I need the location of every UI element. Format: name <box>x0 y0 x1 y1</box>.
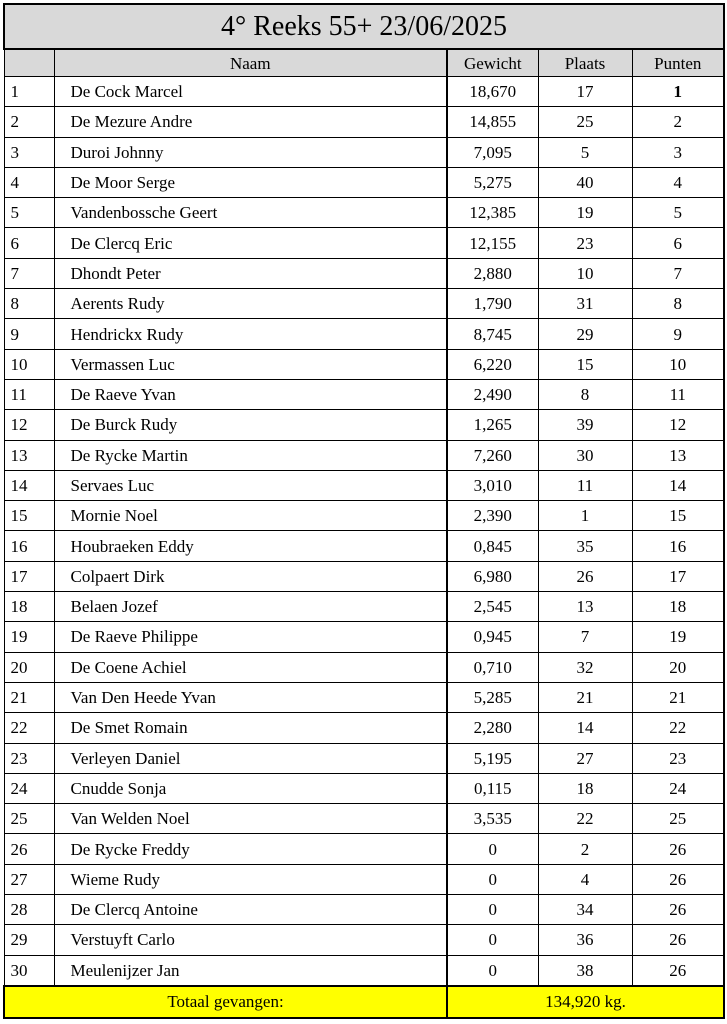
row-punten: 4 <box>632 167 724 197</box>
row-plaats: 10 <box>538 258 632 288</box>
table-row <box>4 258 724 288</box>
row-name: Colpaert Dirk <box>54 561 447 591</box>
row-gewicht: 2,280 <box>447 713 538 743</box>
row-number: 3 <box>4 137 54 167</box>
row-number: 27 <box>4 864 54 894</box>
table-row <box>4 77 724 107</box>
row-number: 26 <box>4 834 54 864</box>
row-gewicht: 2,390 <box>447 501 538 531</box>
row-plaats: 30 <box>538 440 632 470</box>
header-nr <box>4 49 54 77</box>
total-label: Totaal gevangen: <box>4 986 447 1018</box>
table-row <box>4 864 724 894</box>
row-name: Van Welden Noel <box>54 804 447 834</box>
row-number: 17 <box>4 561 54 591</box>
table-row <box>4 198 724 228</box>
row-number: 22 <box>4 713 54 743</box>
row-punten: 26 <box>632 864 724 894</box>
table-row <box>4 319 724 349</box>
row-punten: 17 <box>632 561 724 591</box>
row-name: De Smet Romain <box>54 713 447 743</box>
row-number: 25 <box>4 804 54 834</box>
table-row <box>4 652 724 682</box>
row-punten: 19 <box>632 622 724 652</box>
row-gewicht: 5,275 <box>447 167 538 197</box>
row-plaats: 22 <box>538 804 632 834</box>
row-name: De Clercq Eric <box>54 228 447 258</box>
row-punten: 6 <box>632 228 724 258</box>
row-gewicht: 0,710 <box>447 652 538 682</box>
table-row <box>4 501 724 531</box>
table-row <box>4 107 724 137</box>
row-plaats: 35 <box>538 531 632 561</box>
row-name: Duroi Johnny <box>54 137 447 167</box>
row-gewicht: 12,155 <box>447 228 538 258</box>
row-name: Vandenbossche Geert <box>54 198 447 228</box>
table-row <box>4 682 724 712</box>
row-name: De Moor Serge <box>54 167 447 197</box>
row-gewicht: 3,535 <box>447 804 538 834</box>
row-gewicht: 6,220 <box>447 349 538 379</box>
row-number: 18 <box>4 592 54 622</box>
row-punten: 21 <box>632 682 724 712</box>
row-gewicht: 5,285 <box>447 682 538 712</box>
row-number: 7 <box>4 258 54 288</box>
row-number: 12 <box>4 410 54 440</box>
row-number: 8 <box>4 289 54 319</box>
row-plaats: 26 <box>538 561 632 591</box>
table-row <box>4 895 724 925</box>
row-number: 30 <box>4 955 54 986</box>
row-gewicht: 0 <box>447 864 538 894</box>
row-name: De Clercq Antoine <box>54 895 447 925</box>
table-row <box>4 622 724 652</box>
row-plaats: 8 <box>538 379 632 409</box>
row-punten: 13 <box>632 440 724 470</box>
table-row <box>4 561 724 591</box>
row-number: 24 <box>4 773 54 803</box>
row-punten: 24 <box>632 773 724 803</box>
row-punten: 15 <box>632 501 724 531</box>
row-gewicht: 7,260 <box>447 440 538 470</box>
row-punten: 25 <box>632 804 724 834</box>
row-name: Mornie Noel <box>54 501 447 531</box>
row-plaats: 19 <box>538 198 632 228</box>
row-gewicht: 0 <box>447 955 538 986</box>
row-plaats: 32 <box>538 652 632 682</box>
row-gewicht: 2,490 <box>447 379 538 409</box>
row-name: De Rycke Freddy <box>54 834 447 864</box>
header-punten: Punten <box>632 49 724 77</box>
row-number: 20 <box>4 652 54 682</box>
row-gewicht: 14,855 <box>447 107 538 137</box>
header-row <box>4 49 724 77</box>
row-number: 13 <box>4 440 54 470</box>
row-gewicht: 6,980 <box>447 561 538 591</box>
row-punten: 18 <box>632 592 724 622</box>
total-row <box>4 986 724 1018</box>
row-name: Meulenijzer Jan <box>54 955 447 986</box>
row-name: Houbraeken Eddy <box>54 531 447 561</box>
row-punten: 22 <box>632 713 724 743</box>
table-row <box>4 531 724 561</box>
row-gewicht: 3,010 <box>447 470 538 500</box>
row-plaats: 31 <box>538 289 632 319</box>
row-name: Cnudde Sonja <box>54 773 447 803</box>
row-number: 19 <box>4 622 54 652</box>
table-row <box>4 349 724 379</box>
row-name: De Raeve Philippe <box>54 622 447 652</box>
row-name: Servaes Luc <box>54 470 447 500</box>
table-row <box>4 592 724 622</box>
row-number: 29 <box>4 925 54 955</box>
table-row <box>4 137 724 167</box>
row-gewicht: 0,115 <box>447 773 538 803</box>
row-plaats: 4 <box>538 864 632 894</box>
row-punten: 16 <box>632 531 724 561</box>
row-number: 23 <box>4 743 54 773</box>
header-naam: Naam <box>54 49 447 77</box>
row-plaats: 38 <box>538 955 632 986</box>
row-punten: 20 <box>632 652 724 682</box>
table-row <box>4 379 724 409</box>
row-gewicht: 8,745 <box>447 319 538 349</box>
row-gewicht: 1,265 <box>447 410 538 440</box>
table-row <box>4 410 724 440</box>
row-gewicht: 0 <box>447 925 538 955</box>
table-row <box>4 713 724 743</box>
row-gewicht: 0 <box>447 834 538 864</box>
row-gewicht: 0,845 <box>447 531 538 561</box>
table-row <box>4 773 724 803</box>
row-plaats: 23 <box>538 228 632 258</box>
row-plaats: 21 <box>538 682 632 712</box>
header-plaats: Plaats <box>538 49 632 77</box>
row-name: Verstuyft Carlo <box>54 925 447 955</box>
table-row <box>4 743 724 773</box>
row-plaats: 15 <box>538 349 632 379</box>
row-name: Verleyen Daniel <box>54 743 447 773</box>
header-gewicht: Gewicht <box>447 49 538 77</box>
total-value: 134,920 kg. <box>447 986 724 1018</box>
row-punten: 9 <box>632 319 724 349</box>
page-title: 4° Reeks 55+ 23/06/2025 <box>4 4 724 49</box>
row-plaats: 29 <box>538 319 632 349</box>
table-row <box>4 289 724 319</box>
row-number: 9 <box>4 319 54 349</box>
row-plaats: 17 <box>538 77 632 107</box>
row-plaats: 39 <box>538 410 632 440</box>
table-row <box>4 167 724 197</box>
row-plaats: 11 <box>538 470 632 500</box>
row-name: Hendrickx Rudy <box>54 319 447 349</box>
row-gewicht: 0 <box>447 895 538 925</box>
row-plaats: 14 <box>538 713 632 743</box>
row-number: 4 <box>4 167 54 197</box>
row-plaats: 13 <box>538 592 632 622</box>
row-plaats: 7 <box>538 622 632 652</box>
results-table <box>3 3 725 1019</box>
row-name: De Coene Achiel <box>54 652 447 682</box>
row-gewicht: 12,385 <box>447 198 538 228</box>
row-plaats: 27 <box>538 743 632 773</box>
row-number: 1 <box>4 77 54 107</box>
row-name: Wieme Rudy <box>54 864 447 894</box>
row-punten: 14 <box>632 470 724 500</box>
row-punten: 26 <box>632 925 724 955</box>
row-gewicht: 0,945 <box>447 622 538 652</box>
row-number: 6 <box>4 228 54 258</box>
table-row <box>4 470 724 500</box>
row-name: De Mezure Andre <box>54 107 447 137</box>
row-number: 10 <box>4 349 54 379</box>
row-punten: 5 <box>632 198 724 228</box>
row-gewicht: 18,670 <box>447 77 538 107</box>
row-plaats: 2 <box>538 834 632 864</box>
row-plaats: 34 <box>538 895 632 925</box>
row-plaats: 25 <box>538 107 632 137</box>
row-gewicht: 1,790 <box>447 289 538 319</box>
row-number: 15 <box>4 501 54 531</box>
row-name: Aerents Rudy <box>54 289 447 319</box>
row-punten: 3 <box>632 137 724 167</box>
row-plaats: 1 <box>538 501 632 531</box>
row-plaats: 36 <box>538 925 632 955</box>
row-number: 16 <box>4 531 54 561</box>
table-row <box>4 834 724 864</box>
row-punten: 26 <box>632 955 724 986</box>
row-gewicht: 7,095 <box>447 137 538 167</box>
table-row <box>4 804 724 834</box>
row-name: Vermassen Luc <box>54 349 447 379</box>
row-gewicht: 2,545 <box>447 592 538 622</box>
row-number: 21 <box>4 682 54 712</box>
row-name: De Cock Marcel <box>54 77 447 107</box>
table-row <box>4 955 724 986</box>
row-punten: 7 <box>632 258 724 288</box>
row-name: Van Den Heede Yvan <box>54 682 447 712</box>
row-punten: 26 <box>632 895 724 925</box>
row-name: Dhondt Peter <box>54 258 447 288</box>
row-punten: 11 <box>632 379 724 409</box>
row-name: Belaen Jozef <box>54 592 447 622</box>
table-row <box>4 925 724 955</box>
row-punten: 8 <box>632 289 724 319</box>
row-plaats: 5 <box>538 137 632 167</box>
row-gewicht: 2,880 <box>447 258 538 288</box>
row-punten: 26 <box>632 834 724 864</box>
row-punten: 23 <box>632 743 724 773</box>
row-number: 14 <box>4 470 54 500</box>
row-number: 28 <box>4 895 54 925</box>
table-row <box>4 440 724 470</box>
row-punten: 12 <box>632 410 724 440</box>
row-name: De Burck Rudy <box>54 410 447 440</box>
row-plaats: 40 <box>538 167 632 197</box>
row-punten: 10 <box>632 349 724 379</box>
row-name: De Rycke Martin <box>54 440 447 470</box>
row-number: 2 <box>4 107 54 137</box>
row-punten: 1 <box>632 77 724 107</box>
row-name: De Raeve Yvan <box>54 379 447 409</box>
row-punten: 2 <box>632 107 724 137</box>
row-gewicht: 5,195 <box>447 743 538 773</box>
row-plaats: 18 <box>538 773 632 803</box>
row-number: 11 <box>4 379 54 409</box>
table-row <box>4 228 724 258</box>
row-number: 5 <box>4 198 54 228</box>
